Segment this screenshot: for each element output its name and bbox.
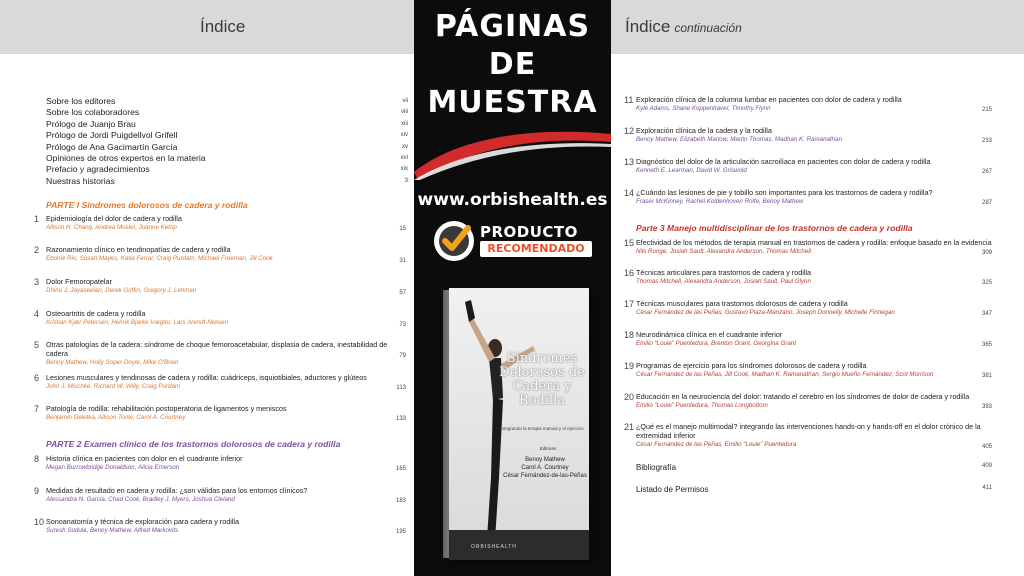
entry-page: 267	[981, 169, 992, 175]
toc-entry	[34, 404, 406, 422]
entry-authors: Thomas Mitchell, Alexandra Anderson, Josiah Sault, Paul Glynn	[636, 278, 811, 285]
back-matter-item	[636, 485, 992, 494]
part-3-title: Parte 3 Manejo multidisciplinar de los trastornos de cadera y rodilla	[636, 223, 913, 233]
entry-title: Neurodinámica clínica en el cuadrante inferior	[636, 330, 783, 339]
fm-page: xiii	[401, 120, 408, 127]
toc-entry	[34, 214, 406, 232]
entry-authors: Nils Runge, Josiah Sault, Alexandra Anderson, Thomas Mitchell	[636, 248, 811, 255]
entry-number: 19	[624, 361, 635, 371]
fm-page: xv	[402, 143, 408, 150]
toc-entry	[624, 392, 992, 410]
toc-entry	[34, 517, 406, 535]
book-subtitle: Integrando la terapia manual y el ejercicio	[500, 426, 584, 431]
entry-number: 3	[34, 277, 40, 287]
left-header-title: Índice	[200, 17, 246, 36]
entry-number: 11	[624, 95, 634, 105]
entry-title: Educación en la neurociencia del dolor: tratando el cerebro en los síndromes de dolor de cadera y rodilla	[636, 392, 970, 401]
toc-entry	[34, 373, 406, 391]
entry-page: 287	[981, 200, 992, 206]
red-swoosh-graphic	[414, 120, 611, 180]
part-1-title: PARTE I Síndromes dolorosos de cadera y rodilla	[46, 200, 248, 210]
toc-entry	[624, 361, 992, 379]
entry-number: 15	[624, 238, 635, 248]
entry-page: 195	[395, 529, 406, 535]
entry-title: Patología de rodilla: rehabilitación postoperatoria de ligamentos y meniscos	[46, 404, 287, 413]
back-matter-item	[636, 463, 992, 472]
entry-title: Efectividad de los métodos de terapia manual en trastornos de cadera y rodilla: enfoque basado en la evidencia	[636, 238, 992, 247]
fm-page: xix	[400, 166, 408, 173]
entry-title: Técnicas musculares para trastornos dolorosos de cadera y rodilla	[636, 299, 848, 308]
toc-entry	[624, 188, 992, 206]
entry-title: Historia clínica en pacientes con dolor en el cuadrante inferior	[46, 454, 243, 463]
yoga-figure-illustration	[449, 288, 589, 560]
front-matter-item	[46, 119, 408, 130]
entry-title: ¿Cuándo las lesiones de pie y tobillo son importantes para los trastornos de cadera y rodilla?	[636, 188, 933, 197]
entry-authors: Suresh Sudula, Benoy Mathew, Alfred Markovits	[46, 527, 179, 534]
entry-authors: Benoy Mathew, Elizabeth Marlow, Martin Thomas, Madhan K. Ramanathan	[636, 136, 843, 143]
book-editor: Carol A. Courtney	[521, 465, 569, 471]
entry-title: Exploración clínica de la columna lumbar en pacientes con dolor de cadera y rodilla	[636, 95, 902, 104]
entry-page: 15	[399, 226, 406, 232]
entry-number: 2	[34, 245, 40, 255]
fm-label: Prólogo de Jordi Puigdellvol Grifell	[46, 130, 178, 141]
entry-number: 14	[624, 188, 635, 198]
entry-title: ¿Qué es el manejo multimodal? integrando las intervenciones hands-on y hands-off en el dolor crónico de la extremidad inferior	[636, 422, 981, 440]
entry-number: 18	[624, 330, 635, 340]
checkmark-badge-icon	[432, 219, 476, 263]
fm-label: Prólogo de Juanjo Brau	[46, 118, 136, 129]
entry-page: 57	[399, 290, 406, 296]
entry-title: Medidas de resultado en cadera y rodilla: ¿son válidas para los entornos clínicos?	[46, 486, 308, 495]
back-matter-page: 409	[981, 463, 992, 469]
entry-page: 381	[981, 373, 992, 379]
entry-number: 9	[34, 486, 40, 496]
book-cover-image	[449, 288, 589, 560]
entry-authors: Allison H. Chang, Andrea Mosler, Joanne Kemp	[46, 224, 177, 231]
book-editor: Benoy Mathew	[525, 457, 565, 463]
entry-number: 16	[624, 268, 635, 278]
entry-authors: Emilio “Louie” Puentedura, Thomas Longbottom	[636, 402, 768, 409]
left-toc-page	[0, 0, 414, 576]
promo-heading	[414, 8, 611, 122]
entry-title: Lesiones musculares y tendinosas de cadera y rodilla: cuádriceps, isquiotibiales, aductores y glúteos	[46, 373, 367, 382]
entry-title: Programas de ejercicio para los síndromes dolorosos de cadera y rodilla	[636, 361, 867, 370]
recommended-product-badge	[432, 219, 596, 263]
entry-page: 309	[981, 250, 992, 256]
toc-entry	[34, 454, 406, 472]
fm-label: Opiniones de otros expertos en la materia	[46, 152, 206, 163]
entry-title: Razonamiento clínico en tendinopatías de cadera y rodilla	[46, 245, 231, 254]
entry-page: 215	[981, 107, 992, 113]
fm-label: Sobre los colaboradores	[46, 107, 140, 118]
entry-page: 79	[399, 353, 406, 359]
entry-page: 365	[981, 342, 992, 348]
entry-number: 17	[624, 299, 635, 309]
entry-number: 6	[34, 373, 40, 383]
entry-number: 8	[34, 454, 40, 464]
fm-page: vii	[402, 98, 408, 104]
entry-authors: Kristian Kjær Petersen, Henrik Bjarke Vægter, Lars Arendt-Nielsen	[46, 319, 229, 326]
entry-number: 20	[624, 392, 635, 402]
entry-title: Osteoartritis de cadera y rodilla	[46, 309, 146, 318]
entry-page: 325	[981, 280, 992, 286]
toc-entry	[34, 277, 406, 296]
entry-page: 73	[399, 322, 406, 328]
entry-title: Sonoanatomía y técnica de exploración para cadera y rodilla	[46, 517, 239, 526]
entry-number: 5	[34, 340, 40, 350]
toc-entry	[624, 299, 992, 317]
book-footer	[449, 530, 589, 560]
front-matter-item	[46, 96, 408, 107]
front-matter-item	[46, 164, 408, 175]
front-matter-item	[46, 130, 408, 141]
website-url[interactable]: www.orbishealth.es	[417, 190, 608, 210]
entry-authors: Ebonie Rio, Susan Mayes, Katia Ferrar, Craig Purdam, Michael Freeman, Jill Cook	[46, 255, 273, 262]
toc-entry	[624, 157, 992, 175]
entry-page: 405	[981, 444, 992, 450]
fm-label: Prólogo de Ana Gacimartín García	[46, 141, 178, 152]
promo-line: PÁGINAS	[434, 9, 591, 44]
entry-page: 183	[395, 498, 406, 504]
entry-authors: César Fernández de las Peñas, Gustavo Plaza-Manzano, Joseph Donnelly, Michelle Finnegan	[636, 309, 895, 316]
toc-entry	[624, 95, 992, 113]
entry-title: Epidemiología del dolor de cadera y rodilla	[46, 214, 182, 223]
entry-authors: Kenneth E. Learman, David W. Griswold	[636, 167, 747, 174]
book-editors	[503, 456, 587, 480]
book-editor: César Fernández-de-las-Peñas	[503, 473, 587, 479]
entry-authors: César Fernández de las Peñas, Jill Cook, Madhan K. Ramanathan, Sergio Mueño Fernández, Scot Morrison	[636, 371, 934, 378]
fm-page: xvi	[400, 154, 408, 161]
entry-page: 133	[395, 416, 406, 422]
entry-authors: Dhinu J. Jayaseelan, Derek Griffin, Gregory J. Lehman	[46, 287, 197, 294]
right-header-title	[625, 17, 742, 37]
front-matter-item	[46, 153, 408, 164]
back-matter-page: 411	[982, 485, 992, 491]
fm-label: Nuestras historias	[46, 175, 115, 186]
badge-line-1: PRODUCTO	[480, 223, 578, 241]
right-header	[611, 0, 1024, 54]
entry-page: 233	[981, 138, 992, 144]
toc-entry	[624, 238, 992, 256]
book-title: Síndromes Dolorosos de Cadera y Rodilla	[499, 351, 585, 408]
entry-authors: Emilio “Louie” Puentedura, Brenton Grant, Georgina Grant	[636, 340, 796, 347]
entry-title: Dolor Femoropatelar	[46, 277, 112, 286]
toc-entry	[34, 309, 406, 328]
fm-page: xiv	[400, 132, 408, 139]
entry-page: 393	[981, 404, 992, 410]
badge-line-2: RECOMENDADO	[480, 241, 592, 257]
book-publisher: ORBISHEALTH	[471, 544, 517, 550]
entry-title: Exploración clínica de la cadera y la rodilla	[636, 126, 772, 135]
promo-line: MUESTRA	[427, 85, 598, 120]
entry-authors: Alessandra N. Garcia, Chad Cook, Bradley J. Myers, Joshua Cleland	[46, 496, 235, 503]
front-matter-item	[46, 107, 408, 118]
front-matter-item	[46, 176, 408, 187]
entry-authors: Benjamin Geletka, Allison Toole, Carol A. Courtney	[46, 414, 186, 421]
entry-number: 10	[34, 517, 45, 527]
entry-number: 4	[34, 309, 40, 319]
entry-page: 31	[399, 258, 406, 264]
back-matter-label: Bibliografía	[636, 463, 677, 472]
entry-number: 12	[624, 126, 635, 136]
entry-number: 13	[624, 157, 635, 167]
entry-authors: John J. Mischke, Richard W. Willy, Craig Purdam	[46, 383, 181, 390]
left-header	[0, 0, 414, 54]
right-header-main: Índice	[625, 17, 671, 36]
entry-authors: Megan Burrowbridge Donaldson, Alicia Emerson	[46, 464, 180, 471]
promo-panel	[414, 0, 611, 576]
entry-authors: Kyle Adams, Shane Koppenhaver, Timothy Flynn	[636, 105, 771, 112]
entry-authors: Benoy Mathew, Holly Soper-Doyle, Mike O'Brien	[46, 359, 179, 366]
entry-page: 347	[981, 311, 992, 317]
fm-page: 3	[404, 177, 408, 184]
toc-entry	[34, 245, 406, 264]
toc-entry	[624, 330, 992, 348]
right-header-sub: continuación	[674, 21, 742, 35]
toc-entry	[624, 126, 992, 144]
part-2-title: PARTE 2 Examen clínico de los trastornos dolorosos de cadera y rodilla	[46, 439, 341, 449]
entry-title: Técnicas articulares para trastornos de cadera y rodilla	[636, 268, 811, 277]
fm-label: Prefacio y agradecimientos	[46, 164, 150, 175]
book-cover	[449, 288, 589, 560]
entry-page: 113	[396, 385, 406, 391]
toc-entry	[624, 422, 992, 450]
right-toc-page	[611, 0, 1024, 576]
promo-line: DE	[488, 47, 537, 82]
entry-authors: Fraser McKinney, Rachel Koldenhoven Rolfe, Benoy Mathew	[636, 198, 804, 205]
entry-title: Otras patologías de la cadera: síndrome de choque femoroacetabular, displasia de cadera, inestabilidad de cadera	[46, 340, 388, 358]
fm-page: viii	[401, 109, 408, 116]
book-editors-label: Editores	[539, 446, 557, 451]
toc-entry	[624, 268, 992, 286]
back-matter-label: Listado de Permisos	[636, 485, 709, 494]
toc-entry	[34, 340, 406, 367]
toc-entry	[34, 486, 406, 504]
front-matter-list	[46, 96, 408, 187]
entry-number: 1	[34, 214, 40, 224]
entry-number: 7	[34, 404, 40, 414]
entry-number: 21	[624, 422, 635, 432]
entry-page: 165	[395, 466, 406, 472]
fm-label: Sobre los editores	[46, 96, 116, 106]
entry-authors: César Fernández de las Peñas, Emilio “Louie” Puentedura	[636, 441, 797, 448]
entry-title: Diagnóstico del dolor de la articulación sacroilíaca en pacientes con dolor de cadera y rodilla	[636, 157, 931, 166]
front-matter-item	[46, 142, 408, 153]
